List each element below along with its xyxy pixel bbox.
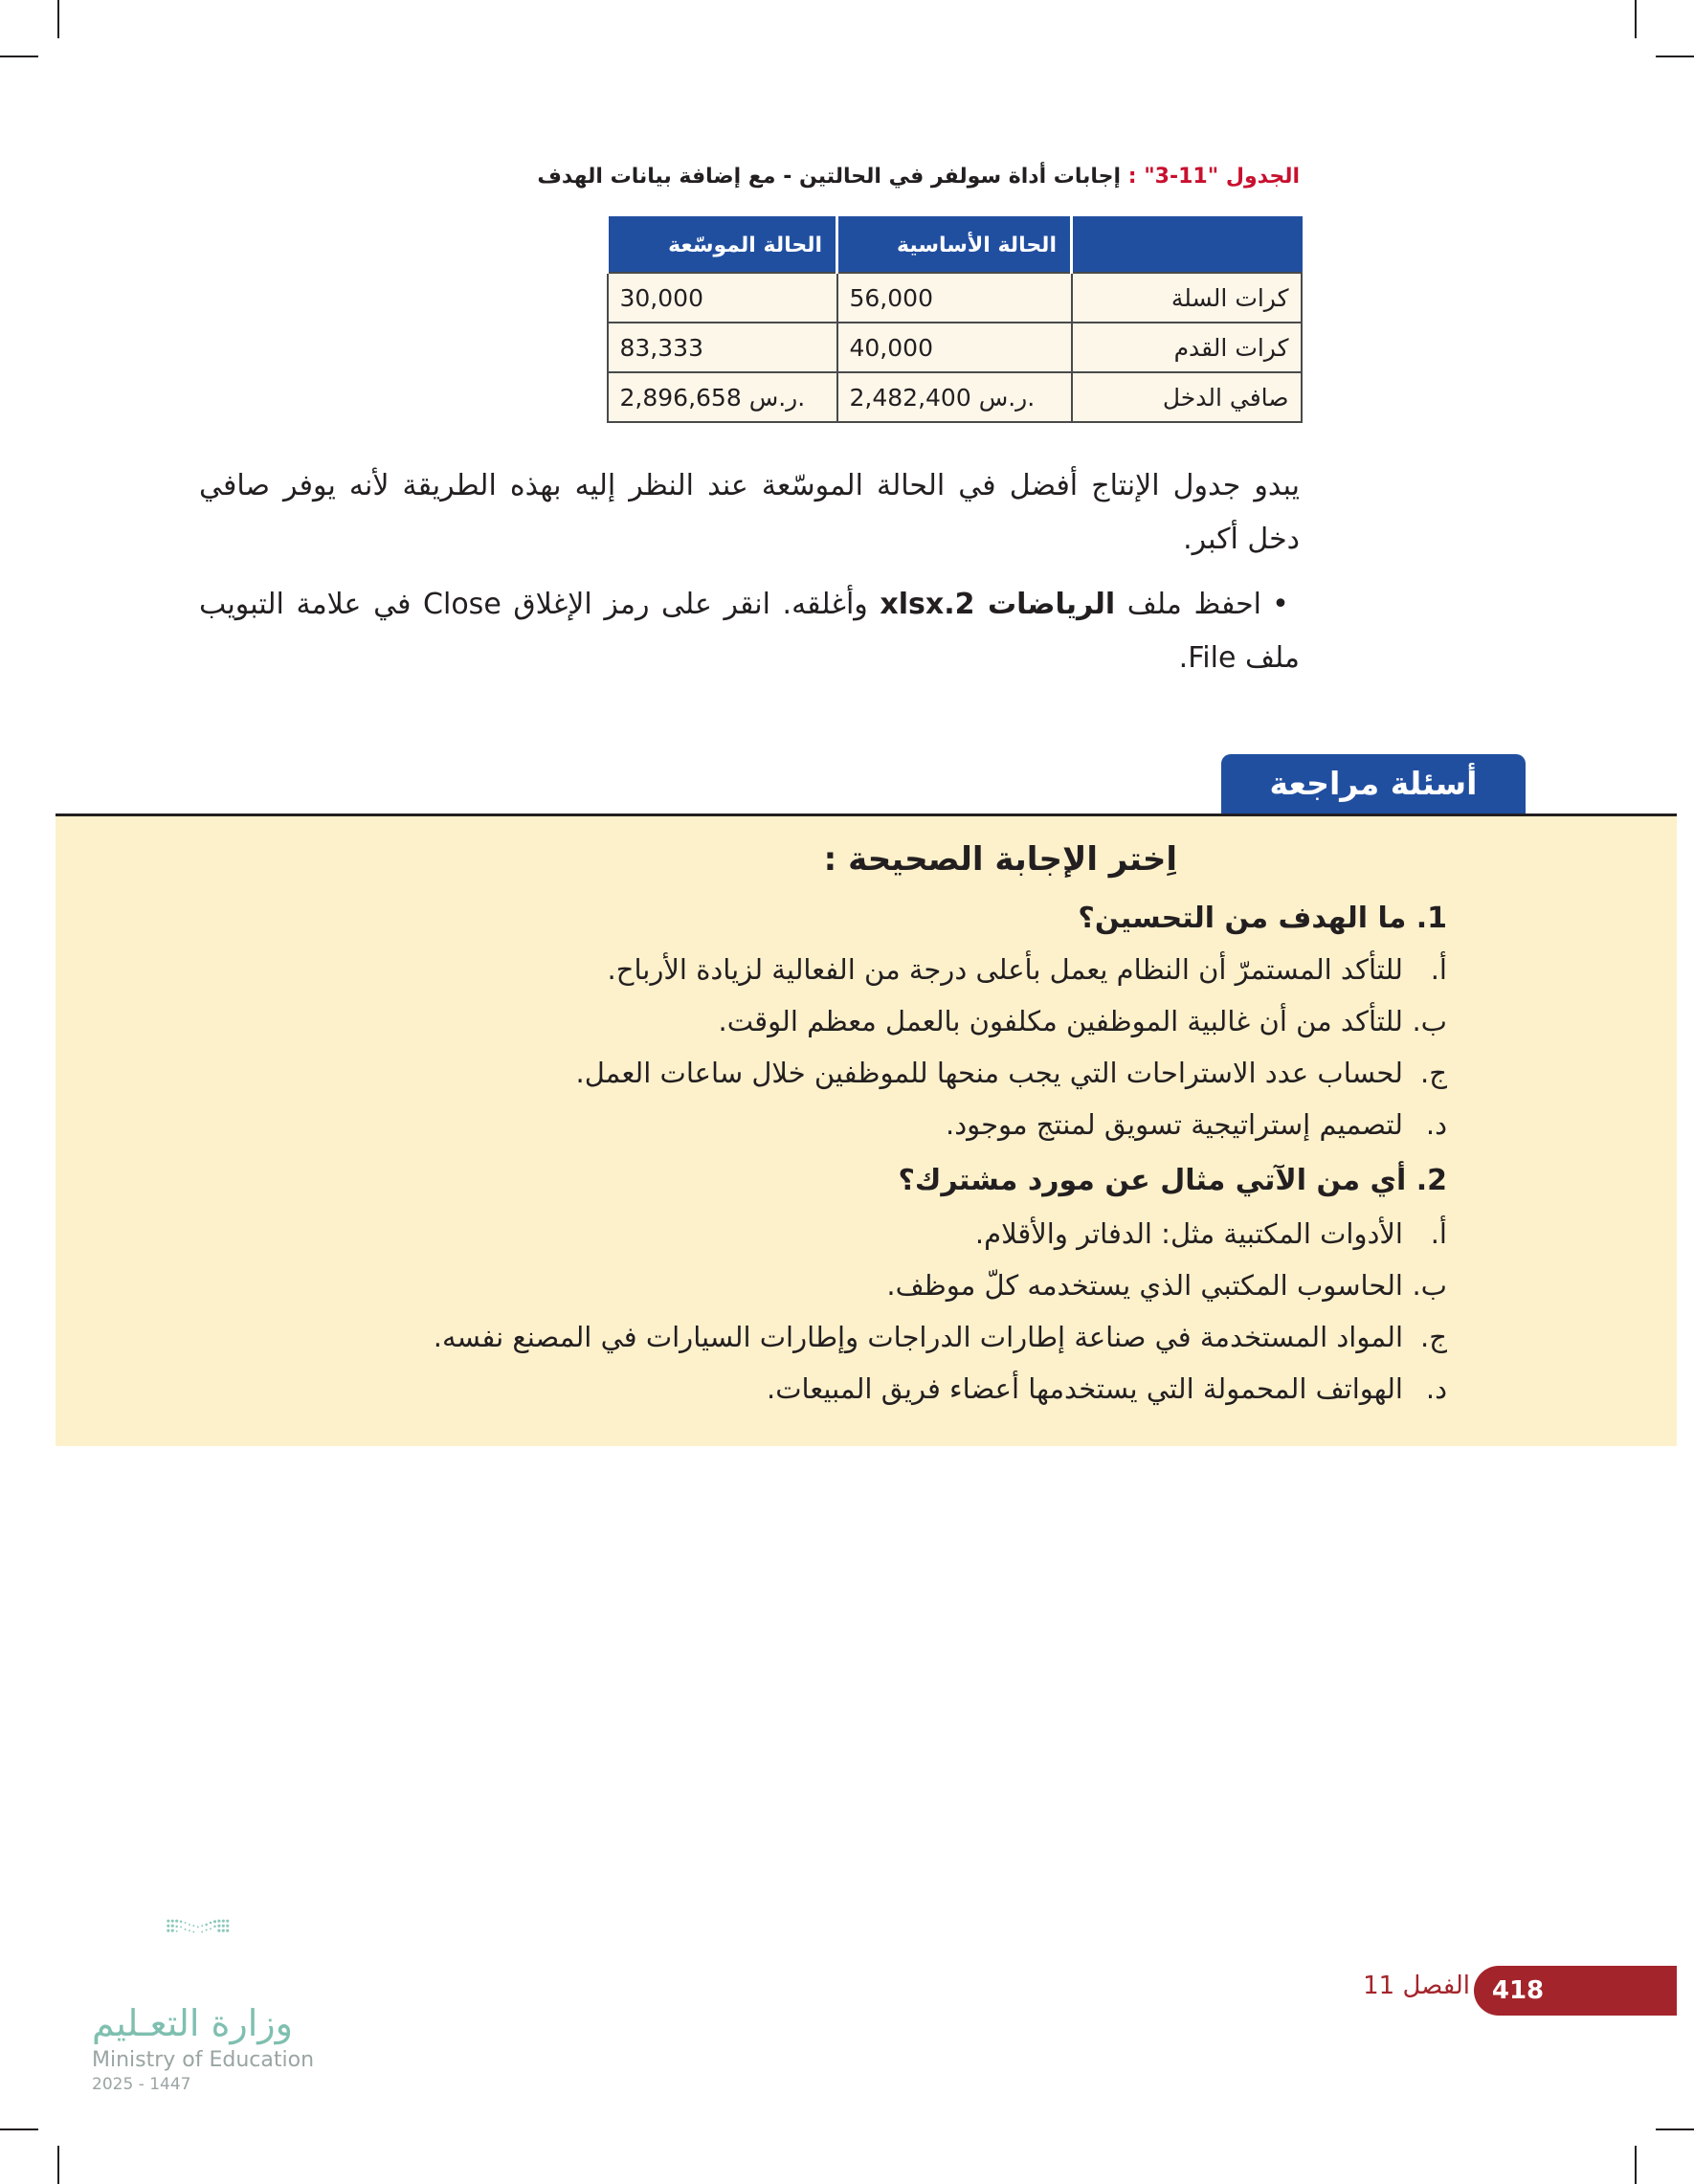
page-number: 418 <box>1491 1976 1545 2005</box>
option-text: المواد المستخدمة في صناعة إطارات الدراجات وإطارات السيارات في المصنع نفسه. <box>433 1321 1403 1353</box>
option-mark: ب. <box>1412 1269 1447 1302</box>
option-text: لحساب عدد الاستراحات التي يجب منحها للموظفين خلال ساعات العمل. <box>575 1057 1403 1089</box>
question-title: 1. ما الهدف من التحسين؟ <box>1078 902 1447 935</box>
table-header-row <box>608 217 1302 273</box>
option-text: الحاسوب المكتبي الذي يستخدمه كلّ موظف. <box>886 1269 1403 1302</box>
crop-mark <box>1656 2128 1694 2130</box>
table-row <box>608 372 1302 422</box>
bullet-file-name: الرياضات xlsx.2 <box>880 588 1116 621</box>
bullet-text-after: وأغلقه. انقر على رمز الإغلاق Close في علامة التبويب ملف File. <box>199 588 1300 675</box>
option-text: الأدوات المكتبية مثل: الدفاتر والأقلام. <box>974 1217 1403 1250</box>
option-text: الهواتف المحمولة التي يستخدمها أعضاء فريق المبيعات. <box>766 1372 1403 1405</box>
option-mark: د. <box>1425 1108 1447 1141</box>
crop-mark <box>1656 56 1694 57</box>
answer-option <box>886 1269 1447 1302</box>
row-label: كرات القدم <box>1072 323 1302 372</box>
table-row <box>608 323 1302 372</box>
option-mark: ج. <box>1420 1321 1447 1353</box>
logo-arabic-text: وزارة التعـليم <box>92 2002 294 2044</box>
option-mark: أ. <box>1430 953 1447 986</box>
crop-mark <box>1635 0 1637 38</box>
base-value: 2,482,400 ر.س. <box>837 372 1072 422</box>
solver-results-table <box>606 216 1303 423</box>
logo-year: 2025 - 1447 <box>92 2075 191 2094</box>
option-text: للتأكد من أن غالبية الموظفين مكلفون بالعمل معظم الوقت. <box>718 1005 1403 1037</box>
option-mark: ب. <box>1412 1005 1447 1037</box>
crop-mark <box>1635 2146 1637 2184</box>
option-mark: أ. <box>1430 1217 1447 1250</box>
table-row <box>608 273 1302 323</box>
answer-option <box>767 1372 1447 1405</box>
body-paragraph: يبدو جدول الإنتاج أفضل في الحالة الموسّعة عند النظر إليه بهذه الطريقة لأنه يوفر صافي دخل أكبر. <box>199 469 1300 556</box>
option-mark: ج. <box>1420 1057 1447 1089</box>
logo-english-text: Ministry of Education <box>92 2048 315 2072</box>
option-text: لتصميم إستراتيجية تسويق لمنتج موجود. <box>946 1108 1403 1141</box>
bullet-item <box>199 578 1300 685</box>
bullet-dot-icon: • <box>1272 588 1289 621</box>
crop-mark <box>0 56 38 57</box>
extended-value: 30,000 <box>608 273 837 323</box>
base-value: 56,000 <box>837 273 1072 323</box>
table-header-cell: الحالة الأساسية <box>837 217 1072 273</box>
row-label: صافي الدخل <box>1072 372 1302 422</box>
option-text: للتأكد المستمرّ أن النظام يعمل بأعلى درجة من الفعالية لزيادة الأرباح. <box>607 953 1403 986</box>
question-title: 2. أي من الآتي مثال عن مورد مشترك؟ <box>898 1164 1447 1197</box>
caption-text: إجابات أداة سولفر في الحالتين - مع إضافة بيانات الهدف <box>537 165 1122 189</box>
crop-mark <box>57 0 59 38</box>
extended-value: 2,896,658 ر.س. <box>608 372 837 422</box>
table-caption <box>191 165 1300 189</box>
caption-label: الجدول "11-3" : <box>1127 165 1300 189</box>
ministry-logo-dots-icon <box>92 1918 308 1975</box>
base-value: 40,000 <box>837 323 1072 372</box>
crop-mark <box>57 2146 59 2184</box>
answer-option <box>434 1321 1447 1353</box>
table-header-cell: الحالة الموسّعة <box>608 217 837 273</box>
answer-option <box>576 1057 1448 1089</box>
crop-mark <box>0 2128 38 2130</box>
review-questions-tab: أسئلة مراجعة <box>1221 754 1526 813</box>
table-header-cell <box>1072 217 1302 273</box>
chapter-label: الفصل 11 <box>1363 1972 1470 2000</box>
review-instruction: اِختر الإجابة الصحيحة : <box>823 840 1177 879</box>
answer-option <box>719 1005 1447 1037</box>
extended-value: 83,333 <box>608 323 837 372</box>
answer-option <box>608 953 1447 986</box>
bullet-text-before: احفظ ملف <box>1115 588 1262 621</box>
answer-option <box>946 1108 1447 1141</box>
answer-option <box>975 1217 1447 1250</box>
option-mark: د. <box>1425 1372 1447 1405</box>
row-label: كرات السلة <box>1072 273 1302 323</box>
